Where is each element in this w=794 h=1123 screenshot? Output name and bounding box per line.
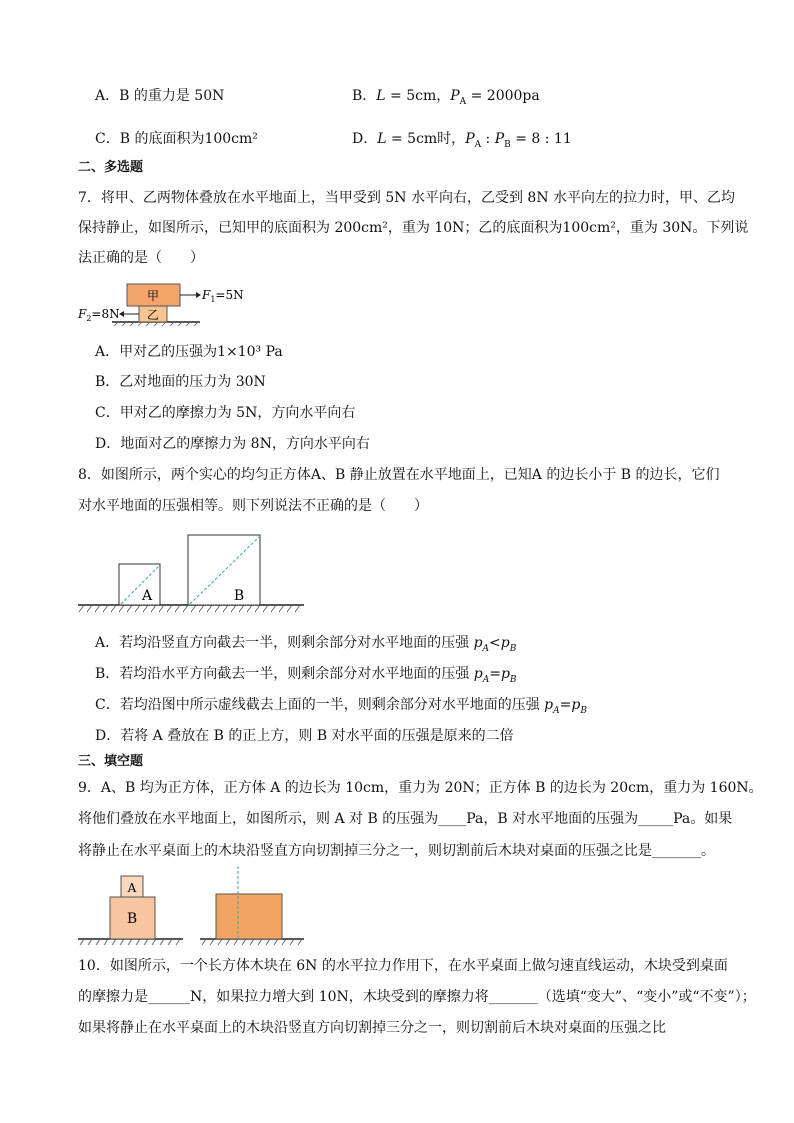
section-heading-multiple-choice: 二、多选题 [78,160,144,175]
q7-stem-line3: 法正确的是（ ） [78,250,204,266]
q9-stem-line3: 将静止在水平桌面上的木块沿竖直方向切割掉三分之一，则切割前后木块对桌面的压强之比是_______。 [78,843,715,859]
q7-option-b: B．乙对地面的压力为 30N [95,374,266,390]
force-f2-label: $F_2=8N$ [78,307,120,323]
q9-stem-line2: 将他们叠放在水平地面上，如图所示，则 A 对 B 的压强为____Pa，B 对水平地面的压强为_____Pa。如果 [78,811,733,827]
section-heading-fill-in: 三、填空题 [78,754,144,769]
q9-stem-line1: 9．A、B 均为正方体，正方体 A 的边长为 10cm，重力为 20N；正方体 B 的边长为 20cm，重力为 160N。 [78,780,763,796]
q7-stem-line2: 保持静止，如图所示，已知甲的底面积为 200cm²，重为 10N；乙的底面积为100cm²，重为 30N。下列说 [78,220,749,236]
q7-option-a: A．甲对乙的压强为1×10³ Pa [95,344,283,360]
cube-a-stack-label: A [127,881,137,895]
q7-option-c: C．甲对乙的摩擦力为 5N，方向水平向右 [95,405,356,421]
q8-option-d: D．若将 A 叠放在 B 的正上方，则 B 对水平面的压强是原来的二倍 [95,728,514,744]
q8-option-c: C．若均沿图中所示虚线截去上面的一半，则剩余部分对水平地面的压强 $p_A=p_B$ [95,697,587,716]
q8-option-b: B．若均沿水平方向截去一半，则剩余部分对水平地面的压强 $p_A=p_B$ [95,666,517,685]
q7-stem-line1: 7．将甲、乙两物体叠放在水平地面上，当甲受到 5N 水平向右，乙受到 8N 水平向左的拉力时，甲、乙均 [78,190,736,206]
block-yi-label: 乙 [146,308,160,322]
q10-stem-line3: 如果将静止在水平桌面上的木块沿竖直方向切割掉三分之一，则切割前后木块对桌面的压强之比 [78,1020,666,1036]
block-jia-label: 甲 [146,289,160,303]
cube-b-label: B [233,588,245,604]
q8-stem-line2: 对水平地面的压强相等。则下列说法不正确的是（ ） [78,498,428,514]
q6-option-d: D．L = 5cm时，$P_A$ : $P_B = 8$ : 11 [352,131,572,150]
wood-block [216,894,282,939]
q10-stem-line2: 的摩擦力是______N，如果拉力增大到 10N，木块受到的摩擦力将_______（选填“变大”、“变小”或“不变”）； [78,989,756,1005]
q10-stem-line1: 10．如图所示，一个长方体木块在 6N 的水平拉力作用下，在水平桌面上做匀速直线运动，木块受到桌面 [78,958,728,974]
q6-option-a: A．B 的重力是 50N [95,88,225,104]
q7-option-d: D．地面对乙的摩擦力为 8N，方向水平向右 [95,436,370,452]
cube-a-label: A [141,588,153,604]
force-f1-label: $F_1=5N$ [202,288,244,304]
cube-b-stack-label: B [126,911,138,927]
q8-option-a: A．若均沿竖直方向截去一半，则剩余部分对水平地面的压强 $p_A<p_B$ [95,635,517,654]
q6-option-c: C．B 的底面积为100cm² [95,131,258,147]
q6-option-b: B．L = 5cm，$P_A = 2000pa$ [352,88,540,107]
q8-stem-line1: 8．如图所示，两个实心的均匀正方体A、B 静止放置在水平地面上，已知A 的边长小于 B 的边长，它们 [78,467,720,483]
